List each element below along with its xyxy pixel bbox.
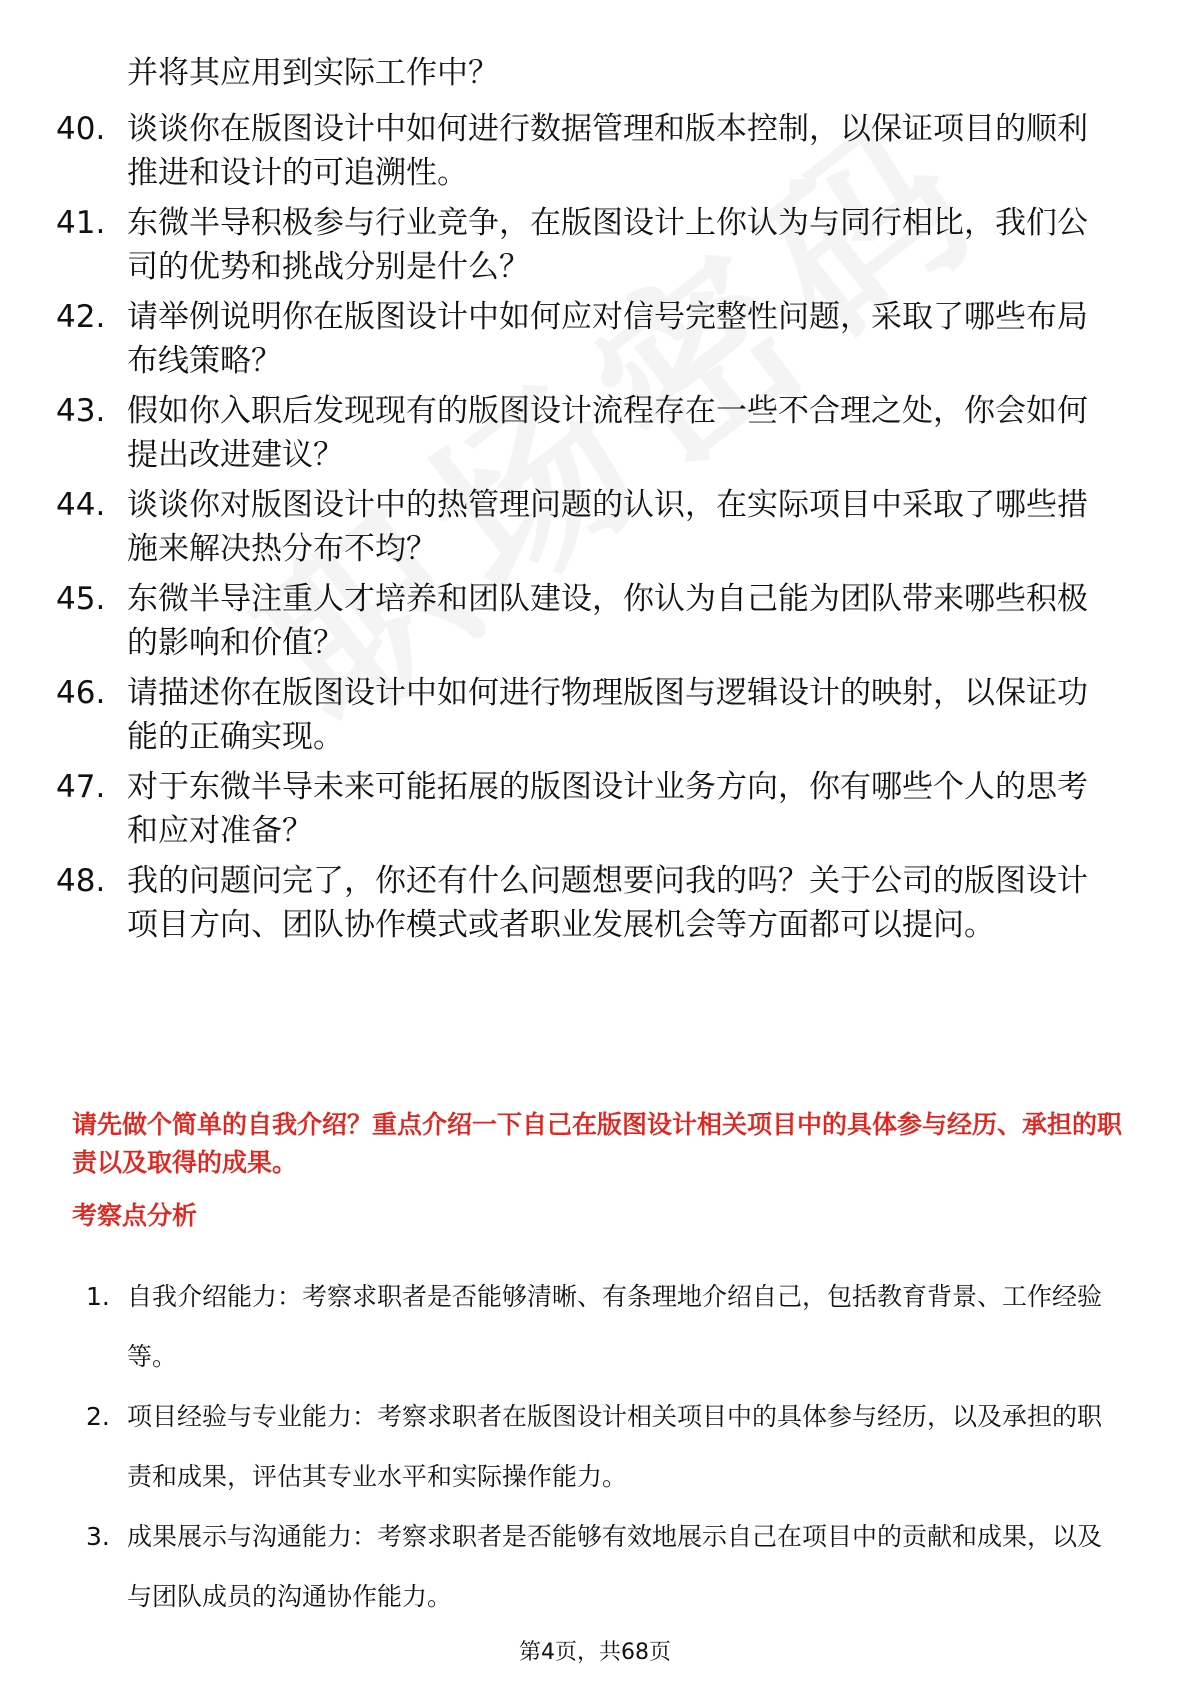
question-number: 45. <box>56 581 106 617</box>
page-footer: 第4页，共68页 <box>519 1640 671 1665</box>
question-number: 46. <box>56 675 106 711</box>
question-number: 41. <box>56 205 106 241</box>
question-text: 请描述你在版图设计中如何进行物理版图与逻辑设计的映射，以保证功能的正确实现。 <box>127 675 1088 755</box>
question-number: 42. <box>56 299 106 335</box>
question-text: 谈谈你在版图设计中如何进行数据管理和版本控制，以保证项目的顺利推进和设计的可追溯性。 <box>127 111 1088 191</box>
question-number: 44. <box>56 487 106 523</box>
question-number: 40. <box>56 111 106 147</box>
question-number: 43. <box>56 393 106 429</box>
question-text: 谈谈你对版图设计中的热管理问题的认识，在实际项目中采取了哪些措施来解决热分布不均？ <box>127 487 1088 567</box>
question-text: 假如你入职后发现现有的版图设计流程存在一些不合理之处，你会如何提出改进建议？ <box>127 393 1088 473</box>
question-number: 48. <box>56 863 106 899</box>
analysis-number: 2. <box>86 1402 110 1431</box>
question-text: 请举例说明你在版图设计中如何应对信号完整性问题，采取了哪些布局布线策略？ <box>127 299 1088 379</box>
question-text: 东微半导注重人才培养和团队建设，你认为自己能为团队带来哪些积极的影响和价值？ <box>127 581 1088 661</box>
analysis-text: 自我介绍能力：考察求职者是否能够清晰、有条理地介绍自己，包括教育背景、工作经验等。 <box>127 1282 1103 1371</box>
analysis-number: 3. <box>86 1522 110 1551</box>
question-text: 对于东微半导未来可能拓展的版图设计业务方向，你有哪些个人的思考和应对准备？ <box>127 769 1088 849</box>
analysis-text: 项目经验与专业能力：考察求职者在版图设计相关项目中的具体参与经历，以及承担的职责和成果，评估其专业水平和实际操作能力。 <box>127 1402 1103 1491</box>
question-text: 东微半导积极参与行业竞争，在版图设计上你认为与同行相比，我们公司的优势和挑战分别是什么？ <box>127 205 1088 285</box>
analysis-text: 成果展示与沟通能力：考察求职者是否能够有效地展示自己在项目中的贡献和成果，以及与团队成员的沟通协作能力。 <box>127 1522 1103 1611</box>
question-continuation: 并将其应用到实际工作中？ <box>127 55 499 91</box>
analysis-number: 1. <box>86 1282 110 1311</box>
highlight-question: 请先做个简单的自我介绍？重点介绍一下自己在版图设计相关项目中的具体参与经历、承担的职责以及取得的成果。 <box>72 1110 1123 1177</box>
question-number: 47. <box>56 769 106 805</box>
question-text: 我的问题问完了，你还有什么问题想要问我的吗？关于公司的版图设计项目方向、团队协作模式或者职业发展机会等方面都可以提问。 <box>127 863 1088 943</box>
analysis-heading: 考察点分析 <box>72 1201 198 1230</box>
